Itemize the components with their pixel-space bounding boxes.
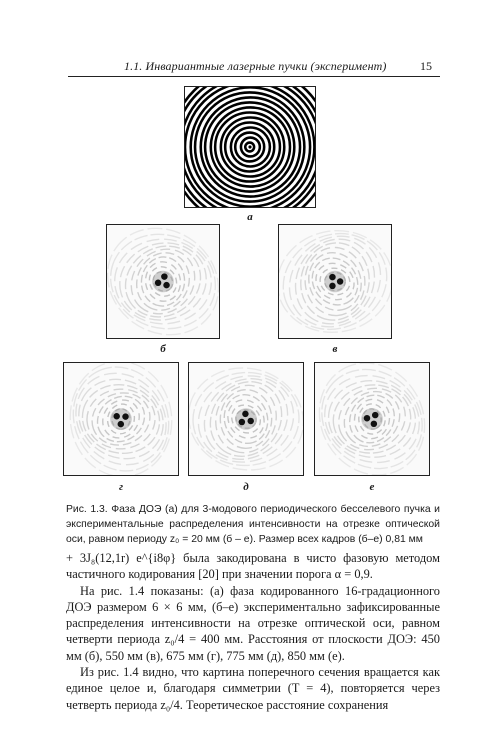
intensity-peak bbox=[161, 273, 167, 279]
running-title: 1.1. Инвариантные лазерные пучки (эксперимент) bbox=[124, 59, 387, 73]
figure-b-intensity bbox=[106, 224, 220, 339]
body-text bbox=[66, 550, 440, 713]
figure-g-intensity bbox=[63, 362, 179, 476]
intensity-peak bbox=[364, 415, 370, 421]
figure-label-d: д bbox=[243, 481, 249, 493]
figure-label-g: г bbox=[118, 481, 124, 493]
intensity-peak bbox=[239, 419, 245, 425]
intensity-peak bbox=[329, 283, 335, 289]
figure-caption: Рис. 1.3. Фаза ДОЭ (а) для 3-модового периодического бесселевого пучка и экспериментальные распределения интенсивности на отрезке оптической оси, равном периоду z₀ = 20 мм (б – е). Размер всех кадров (б–е) 0,81 мм bbox=[66, 504, 440, 545]
intensity-pattern-e bbox=[315, 363, 429, 475]
intensity-pattern-v bbox=[279, 225, 391, 338]
figure-a-doe-phase bbox=[184, 86, 316, 208]
figure-label-v: в bbox=[332, 343, 338, 355]
figure-label-a: а bbox=[247, 211, 253, 223]
intensity-peak bbox=[113, 413, 119, 419]
paragraph-3: Из рис. 1.4 видно, что картина поперечного сечения вращается как единое целое и, благодаря симметрии (T = 4), повторяется через четверть периода z₀/4. Теоретическое расстояние сохранения bbox=[66, 665, 440, 712]
running-header bbox=[68, 58, 440, 77]
intensity-peak bbox=[122, 413, 128, 419]
intensity-pattern-b bbox=[107, 225, 219, 338]
intensity-peak bbox=[329, 274, 335, 280]
figure-v-intensity bbox=[278, 224, 392, 339]
intensity-peak bbox=[372, 412, 378, 418]
intensity-peak bbox=[118, 421, 124, 427]
figure-d-intensity bbox=[188, 362, 304, 476]
paragraph-1: + 3J₈(12,1r) e^{i8φ} была закодирована в чисто фазовую методом частичного кодирования [20] при значении порога α = 0,9. bbox=[66, 551, 440, 582]
figure-e-intensity bbox=[314, 362, 430, 476]
page-number: 15 bbox=[420, 59, 432, 73]
figure-label-b: б bbox=[160, 343, 166, 355]
doe-phase-rings bbox=[185, 87, 315, 207]
intensity-peak bbox=[247, 418, 253, 424]
figure-label-e: е bbox=[369, 481, 375, 493]
intensity-peak bbox=[163, 282, 169, 288]
intensity-peak bbox=[371, 421, 377, 427]
intensity-pattern-d bbox=[189, 363, 303, 475]
intensity-peak bbox=[242, 411, 248, 417]
intensity-peak bbox=[337, 278, 343, 284]
phase-center bbox=[248, 145, 251, 148]
intensity-pattern-g bbox=[64, 363, 178, 475]
paragraph-2: На рис. 1.4 показаны: (а) фаза кодированного 16-градационного ДОЭ размером 6 × 6 мм, (б–е) экспериментально зафиксированные распределения интенсивности на отрезке оптической оси, равном четверти периода z₀/4 = 400 мм. Расстояния от плоскости ДОЭ: 450 мм (б), 550 мм (в), 675 мм (г), 775 мм (д), 850 мм (е). bbox=[66, 583, 440, 663]
intensity-peak bbox=[155, 280, 161, 286]
